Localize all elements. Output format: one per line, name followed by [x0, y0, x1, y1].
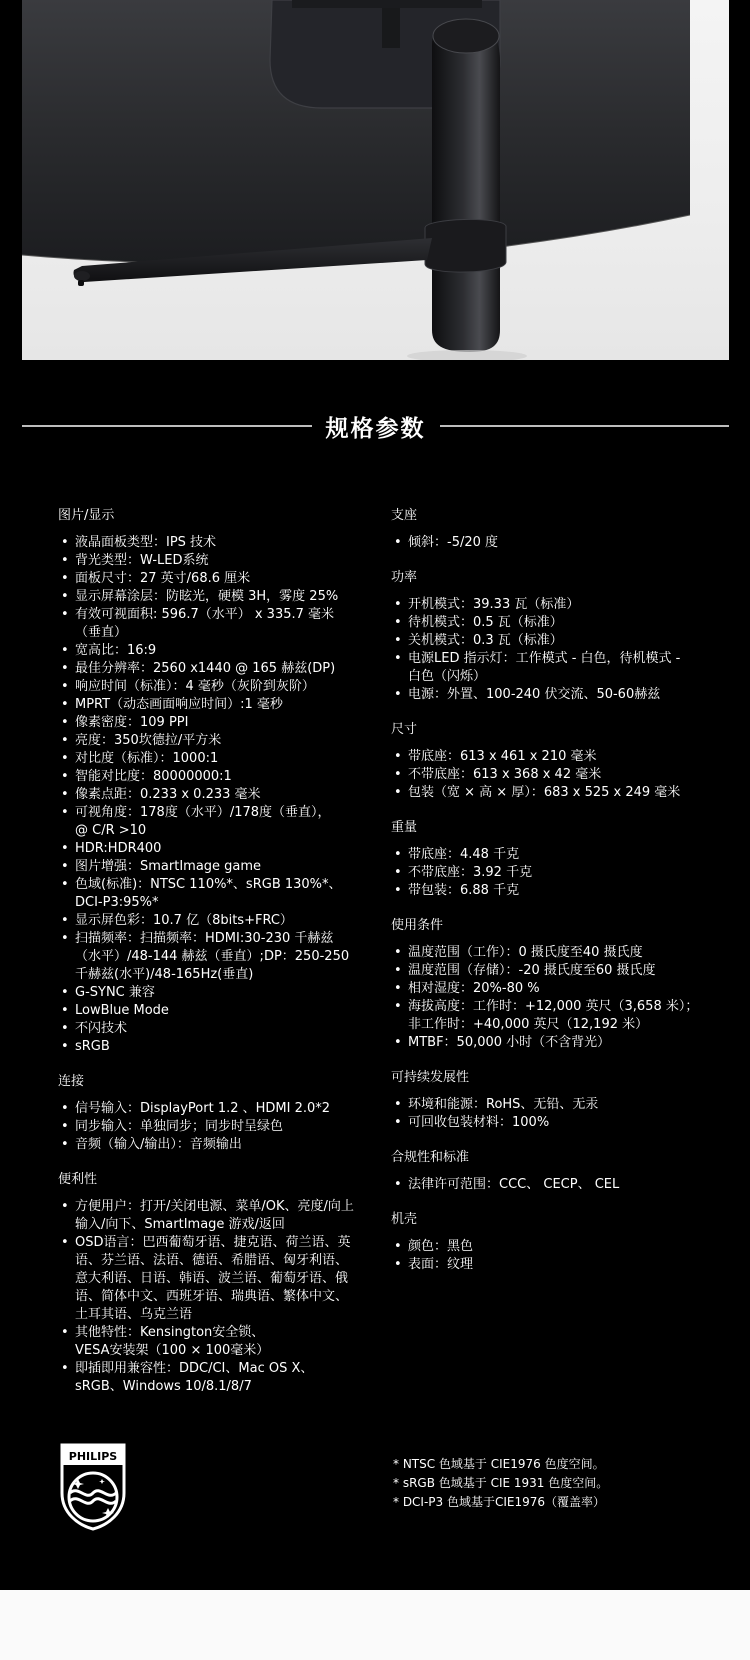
bottom-band — [0, 1590, 750, 1660]
spec-item — [58, 912, 368, 930]
bullet-dot-icon: • — [61, 715, 69, 730]
spec-item-line: 信号输入：DisplayPort 1.2 、HDMI 2.0*2 — [75, 1101, 331, 1116]
spec-item-line: 海拔高度：工作时：+12,000 英尺（3,658 米）； — [408, 999, 699, 1014]
spec-item — [58, 534, 368, 552]
spec-item-line: 可回收包装材料：100% — [408, 1115, 550, 1130]
spec-list — [391, 1096, 711, 1132]
spec-column-right — [391, 507, 711, 1291]
divider-line-right — [440, 425, 730, 427]
spec-item — [391, 962, 711, 980]
spec-item-line: 表面：纹理 — [408, 1257, 474, 1272]
bullet-dot-icon: • — [394, 1257, 402, 1272]
spec-item-line: 亮度：350坎德拉/平方米 — [75, 733, 222, 748]
spec-item — [58, 1324, 368, 1360]
product-photo — [22, 0, 729, 360]
spec-item-line: sRGB — [75, 1039, 110, 1054]
spec-item — [58, 930, 368, 984]
spec-item-line: 宽高比：16:9 — [75, 643, 157, 658]
bullet-dot-icon: • — [61, 1119, 69, 1134]
spec-group-title: 连接 — [58, 1074, 85, 1089]
bullet-dot-icon: • — [61, 589, 69, 604]
spec-item — [391, 596, 711, 614]
bullet-dot-icon: • — [61, 1039, 69, 1054]
spec-item-line: 不带底座：3.92 千克 — [408, 865, 533, 880]
spec-group-title: 支座 — [391, 508, 418, 523]
bullet-dot-icon: • — [61, 1021, 69, 1036]
spec-item — [58, 588, 368, 606]
spec-item-line: 显示屏幕涂层：防眩光，硬模 3H，雾度 25% — [75, 589, 339, 604]
spec-item-line: 语、芬兰语、法语、德语、希腊语、匈牙利语、 — [75, 1253, 349, 1268]
spec-item-line: （垂直） — [75, 625, 128, 640]
spec-item-line: 不带底座：613 x 368 x 42 毫米 — [408, 767, 602, 782]
spec-item — [58, 1360, 368, 1396]
spec-item — [391, 1034, 711, 1052]
spec-item — [391, 1096, 711, 1114]
spec-item — [391, 650, 711, 686]
spec-item-line: 液晶面板类型：IPS 技术 — [75, 535, 217, 550]
spec-group — [58, 1073, 368, 1154]
spec-item — [58, 1020, 368, 1038]
spec-item-line: 土耳其语、乌克兰语 — [75, 1307, 193, 1322]
bullet-dot-icon: • — [61, 859, 69, 874]
spec-item-line: MPRT（动态画面响应时间）:1 毫秒 — [75, 697, 283, 712]
spec-item — [58, 804, 368, 840]
spec-item — [58, 714, 368, 732]
spec-item — [391, 998, 711, 1034]
spec-item-line: OSD语言：巴西葡萄牙语、捷克语、荷兰语、英 — [75, 1235, 351, 1250]
bullet-dot-icon: • — [61, 877, 69, 892]
spec-item — [58, 1002, 368, 1020]
spec-item — [391, 686, 711, 704]
spec-group — [391, 917, 711, 1052]
bullet-dot-icon: • — [394, 1097, 402, 1112]
spec-group-title: 便利性 — [58, 1172, 98, 1187]
spec-item — [58, 768, 368, 786]
spec-item-line: 色域(标准)：NTSC 110%*、sRGB 130%*、 — [75, 877, 342, 892]
spec-item-line: 白色（闪烁） — [408, 669, 487, 684]
spec-item-line: 法律许可范围：CCC、 CECP、 CEL — [408, 1177, 620, 1192]
spec-item-line: @ C/R >10 — [75, 823, 147, 838]
spec-item — [58, 732, 368, 750]
section-title: 规格参数 — [325, 415, 426, 442]
spec-item — [58, 660, 368, 678]
bullet-dot-icon: • — [394, 847, 402, 862]
spec-item-line: 有效可视面积: 596.7（水平） x 335.7 毫米 — [75, 607, 335, 622]
footnote-ntsc: * NTSC 色域基于 CIE1976 色度空间。 — [393, 1457, 605, 1471]
spec-item-line: 包装（宽 × 高 × 厚）：683 x 525 x 249 毫米 — [408, 785, 681, 800]
bullet-dot-icon: • — [394, 1115, 402, 1130]
spec-item-line: 同步输入：单独同步；同步时呈绿色 — [75, 1119, 284, 1134]
footnotes — [393, 1455, 723, 1512]
bullet-dot-icon: • — [61, 643, 69, 658]
spec-group — [391, 1211, 711, 1274]
spec-group — [391, 507, 711, 552]
bullet-dot-icon: • — [61, 1137, 69, 1152]
philips-shield-logo — [58, 1441, 128, 1531]
spec-item-line: 意大利语、日语、韩语、波兰语、葡萄牙语、俄 — [75, 1271, 349, 1286]
spec-item — [58, 606, 368, 642]
spec-item — [58, 1136, 368, 1154]
bullet-dot-icon: • — [61, 787, 69, 802]
bullet-dot-icon: • — [394, 981, 402, 996]
spec-item — [391, 534, 711, 552]
spec-group — [391, 1069, 711, 1132]
bullet-dot-icon: • — [394, 963, 402, 978]
footnote-srgb: * sRGB 色域基于 CIE 1931 色度空间。 — [393, 1476, 609, 1490]
spec-item-line: 对比度（标准）：1000:1 — [75, 751, 219, 766]
bullet-dot-icon: • — [394, 883, 402, 898]
spec-group — [391, 1149, 711, 1194]
spec-list — [58, 1100, 368, 1154]
spec-item — [391, 748, 711, 766]
spec-item-line: 关机模式：0.3 瓦（标准） — [408, 633, 563, 648]
spec-list — [391, 944, 711, 1052]
spec-item-line: 其他特性：Kensington安全锁、 — [75, 1325, 265, 1340]
spec-item — [391, 1176, 711, 1194]
spec-item — [391, 944, 711, 962]
spec-group — [391, 569, 711, 704]
spec-item-line: 不闪技术 — [75, 1021, 128, 1036]
spec-list — [58, 1198, 368, 1396]
bullet-dot-icon: • — [394, 785, 402, 800]
spec-group-title: 机壳 — [391, 1212, 418, 1227]
spec-group-title: 尺寸 — [391, 722, 418, 737]
bullet-dot-icon: • — [394, 633, 402, 648]
spec-item — [391, 980, 711, 998]
philips-logo-icon — [58, 1441, 128, 1531]
bullet-dot-icon: • — [61, 931, 69, 946]
spec-item — [391, 632, 711, 650]
spec-item-line: 显示屏色彩：10.7 亿（8bits+FRC） — [75, 913, 293, 928]
spec-item — [58, 696, 368, 714]
spec-item-line: 电源LED 指示灯：工作模式 - 白色，待机模式 - — [408, 651, 681, 666]
bullet-dot-icon: • — [394, 999, 402, 1014]
spec-item — [391, 864, 711, 882]
bullet-dot-icon: • — [61, 571, 69, 586]
spec-item-line: 非工作时：+40,000 英尺（12,192 米） — [408, 1017, 649, 1032]
spec-item-line: 带底座：613 x 461 x 210 毫米 — [408, 749, 597, 764]
spec-item — [391, 882, 711, 900]
spec-item-line: 扫描频率：扫描频率：HDMI:30-230 千赫兹 — [75, 931, 334, 946]
spec-item-line: 方便用户：打开/关闭电源、菜单/OK、亮度/向上 — [75, 1199, 354, 1214]
spec-item-line: 带底座：4.48 千克 — [408, 847, 520, 862]
spec-group — [58, 1171, 368, 1396]
spec-item-line: 千赫兹(水平)/48-165Hz(垂直) — [75, 967, 254, 982]
bullet-dot-icon: • — [394, 615, 402, 630]
divider-line-left — [22, 425, 312, 427]
bullet-dot-icon: • — [394, 767, 402, 782]
spec-item — [58, 642, 368, 660]
spec-list — [391, 534, 711, 552]
spec-item-line: 环境和能源：RoHS、无铅、无汞 — [408, 1097, 599, 1112]
spec-group — [391, 819, 711, 900]
bullet-dot-icon: • — [394, 535, 402, 550]
spec-item-line: DCI-P3:95%* — [75, 895, 159, 910]
bullet-dot-icon: • — [61, 661, 69, 676]
spec-item — [58, 1234, 368, 1324]
spec-item-line: VESA安装架（100 × 100毫米） — [75, 1343, 270, 1358]
bullet-dot-icon: • — [61, 697, 69, 712]
spec-list — [391, 1176, 711, 1194]
spec-item-line: HDR:HDR400 — [75, 841, 162, 856]
bullet-dot-icon: • — [61, 985, 69, 1000]
spec-group-title: 图片/显示 — [58, 508, 115, 523]
spec-item-line: 语、简体中文、西班牙语、瑞典语、繁体中文、 — [75, 1289, 349, 1304]
spec-item — [58, 984, 368, 1002]
bullet-dot-icon: • — [61, 679, 69, 694]
spec-item-line: LowBlue Mode — [75, 1003, 169, 1018]
spec-item-line: 带包装：6.88 千克 — [408, 883, 520, 898]
spec-item — [391, 1114, 711, 1132]
spec-group — [391, 721, 711, 802]
spec-item — [58, 678, 368, 696]
spec-list — [58, 534, 368, 1056]
bullet-dot-icon: • — [61, 1361, 69, 1376]
spec-item-line: 倾斜：-5/20 度 — [408, 535, 499, 550]
bullet-dot-icon: • — [61, 1003, 69, 1018]
spec-item-line: 智能对比度：80000000:1 — [75, 769, 232, 784]
bullet-dot-icon: • — [394, 865, 402, 880]
spec-item-line: 相对湿度：20%-80 % — [408, 981, 540, 996]
spec-item-line: 背光类型：W-LED系统 — [75, 553, 209, 568]
spec-item-line: 音频（输入/输出）：音频输出 — [75, 1137, 242, 1152]
spec-list — [391, 1238, 711, 1274]
spec-item-line: 像素点距：0.233 x 0.233 毫米 — [75, 787, 261, 802]
spec-group-title: 可持续发展性 — [391, 1070, 470, 1085]
spec-item-line: sRGB、Windows 10/8.1/8/7 — [75, 1379, 252, 1394]
spec-item-line: 电源：外置、100-240 伏交流、50-60赫兹 — [408, 687, 661, 702]
bullet-dot-icon: • — [394, 651, 402, 666]
bullet-dot-icon: • — [394, 687, 402, 702]
bullet-dot-icon: • — [61, 1325, 69, 1340]
spec-item — [58, 840, 368, 858]
bullet-dot-icon: • — [394, 1177, 402, 1192]
bullet-dot-icon: • — [61, 913, 69, 928]
spec-item-line: 像素密度：109 PPI — [75, 715, 189, 730]
spec-item — [391, 784, 711, 802]
bullet-dot-icon: • — [394, 597, 402, 612]
spec-item-line: 响应时间（标准）：4 毫秒（灰阶到灰阶） — [75, 679, 315, 694]
bullet-dot-icon: • — [61, 751, 69, 766]
spec-item — [58, 570, 368, 588]
bullet-dot-icon: • — [61, 1199, 69, 1214]
spec-column-left — [58, 507, 368, 1413]
spec-item — [58, 552, 368, 570]
monitor-stand-illustration — [22, 0, 729, 360]
spec-item-line: （水平）/48-144 赫兹（垂直）;DP：250-250 — [75, 949, 350, 964]
spec-list — [391, 748, 711, 802]
spec-group-title: 使用条件 — [391, 918, 444, 933]
spec-item — [58, 750, 368, 768]
spec-item — [58, 876, 368, 912]
spec-item — [58, 1100, 368, 1118]
spec-item-line: 即插即用兼容性：DDC/CI、Mac OS X、 — [75, 1361, 314, 1376]
spec-item-line: 可视角度：178度（水平）/178度（垂直）， — [75, 805, 331, 820]
spec-item — [391, 766, 711, 784]
bullet-dot-icon: • — [394, 1239, 402, 1254]
spec-group — [58, 507, 368, 1056]
bullet-dot-icon: • — [61, 535, 69, 550]
spec-item-line: 输入/向下、SmartImage 游戏/返回 — [75, 1217, 285, 1232]
spec-item-line: 最佳分辨率：2560 x1440 @ 165 赫兹(DP) — [75, 661, 336, 676]
spec-item-line: 温度范围（存储）：-20 摄氏度至60 摄氏度 — [408, 963, 656, 978]
bullet-dot-icon: • — [61, 553, 69, 568]
spec-list — [391, 596, 711, 704]
spec-item — [58, 1118, 368, 1136]
bullet-dot-icon: • — [61, 1235, 69, 1250]
spec-item — [58, 858, 368, 876]
bullet-dot-icon: • — [61, 733, 69, 748]
footnote-dci-p3: * DCI-P3 色域基于CIE1976（覆盖率） — [393, 1495, 606, 1509]
spec-group-title: 重量 — [391, 820, 418, 835]
spec-item — [58, 786, 368, 804]
bullet-dot-icon: • — [61, 805, 69, 820]
spec-item-line: 面板尺寸：27 英寸/68.6 厘米 — [75, 571, 251, 586]
spec-item-line: 图片增强：SmartImage game — [75, 859, 262, 874]
bullet-dot-icon: • — [394, 1035, 402, 1050]
spec-item-line: 温度范围（工作）：0 摄氏度至40 摄氏度 — [408, 945, 643, 960]
spec-item — [391, 1256, 711, 1274]
logo-text: PHILIPS — [68, 1450, 118, 1463]
spec-group-title: 功率 — [391, 570, 418, 585]
bullet-dot-icon: • — [61, 607, 69, 622]
spec-item-line: G-SYNC 兼容 — [75, 985, 155, 1000]
spec-item-line: 开机模式：39.33 瓦（标准） — [408, 597, 580, 612]
spec-item — [391, 846, 711, 864]
bullet-dot-icon: • — [394, 749, 402, 764]
bullet-dot-icon: • — [61, 1101, 69, 1116]
spec-item — [58, 1198, 368, 1234]
bullet-dot-icon: • — [61, 841, 69, 856]
spec-item-line: 颜色：黑色 — [408, 1239, 474, 1254]
section-header — [22, 408, 729, 444]
spec-item — [58, 1038, 368, 1056]
bullet-dot-icon: • — [394, 945, 402, 960]
spec-item-line: 待机模式：0.5 瓦（标准） — [408, 615, 563, 630]
spec-group-title: 合规性和标准 — [391, 1150, 470, 1165]
spec-list — [391, 846, 711, 900]
spec-item-line: MTBF：50,000 小时（不含背光） — [408, 1035, 611, 1050]
spec-item — [391, 614, 711, 632]
spec-item — [391, 1238, 711, 1256]
bullet-dot-icon: • — [61, 769, 69, 784]
